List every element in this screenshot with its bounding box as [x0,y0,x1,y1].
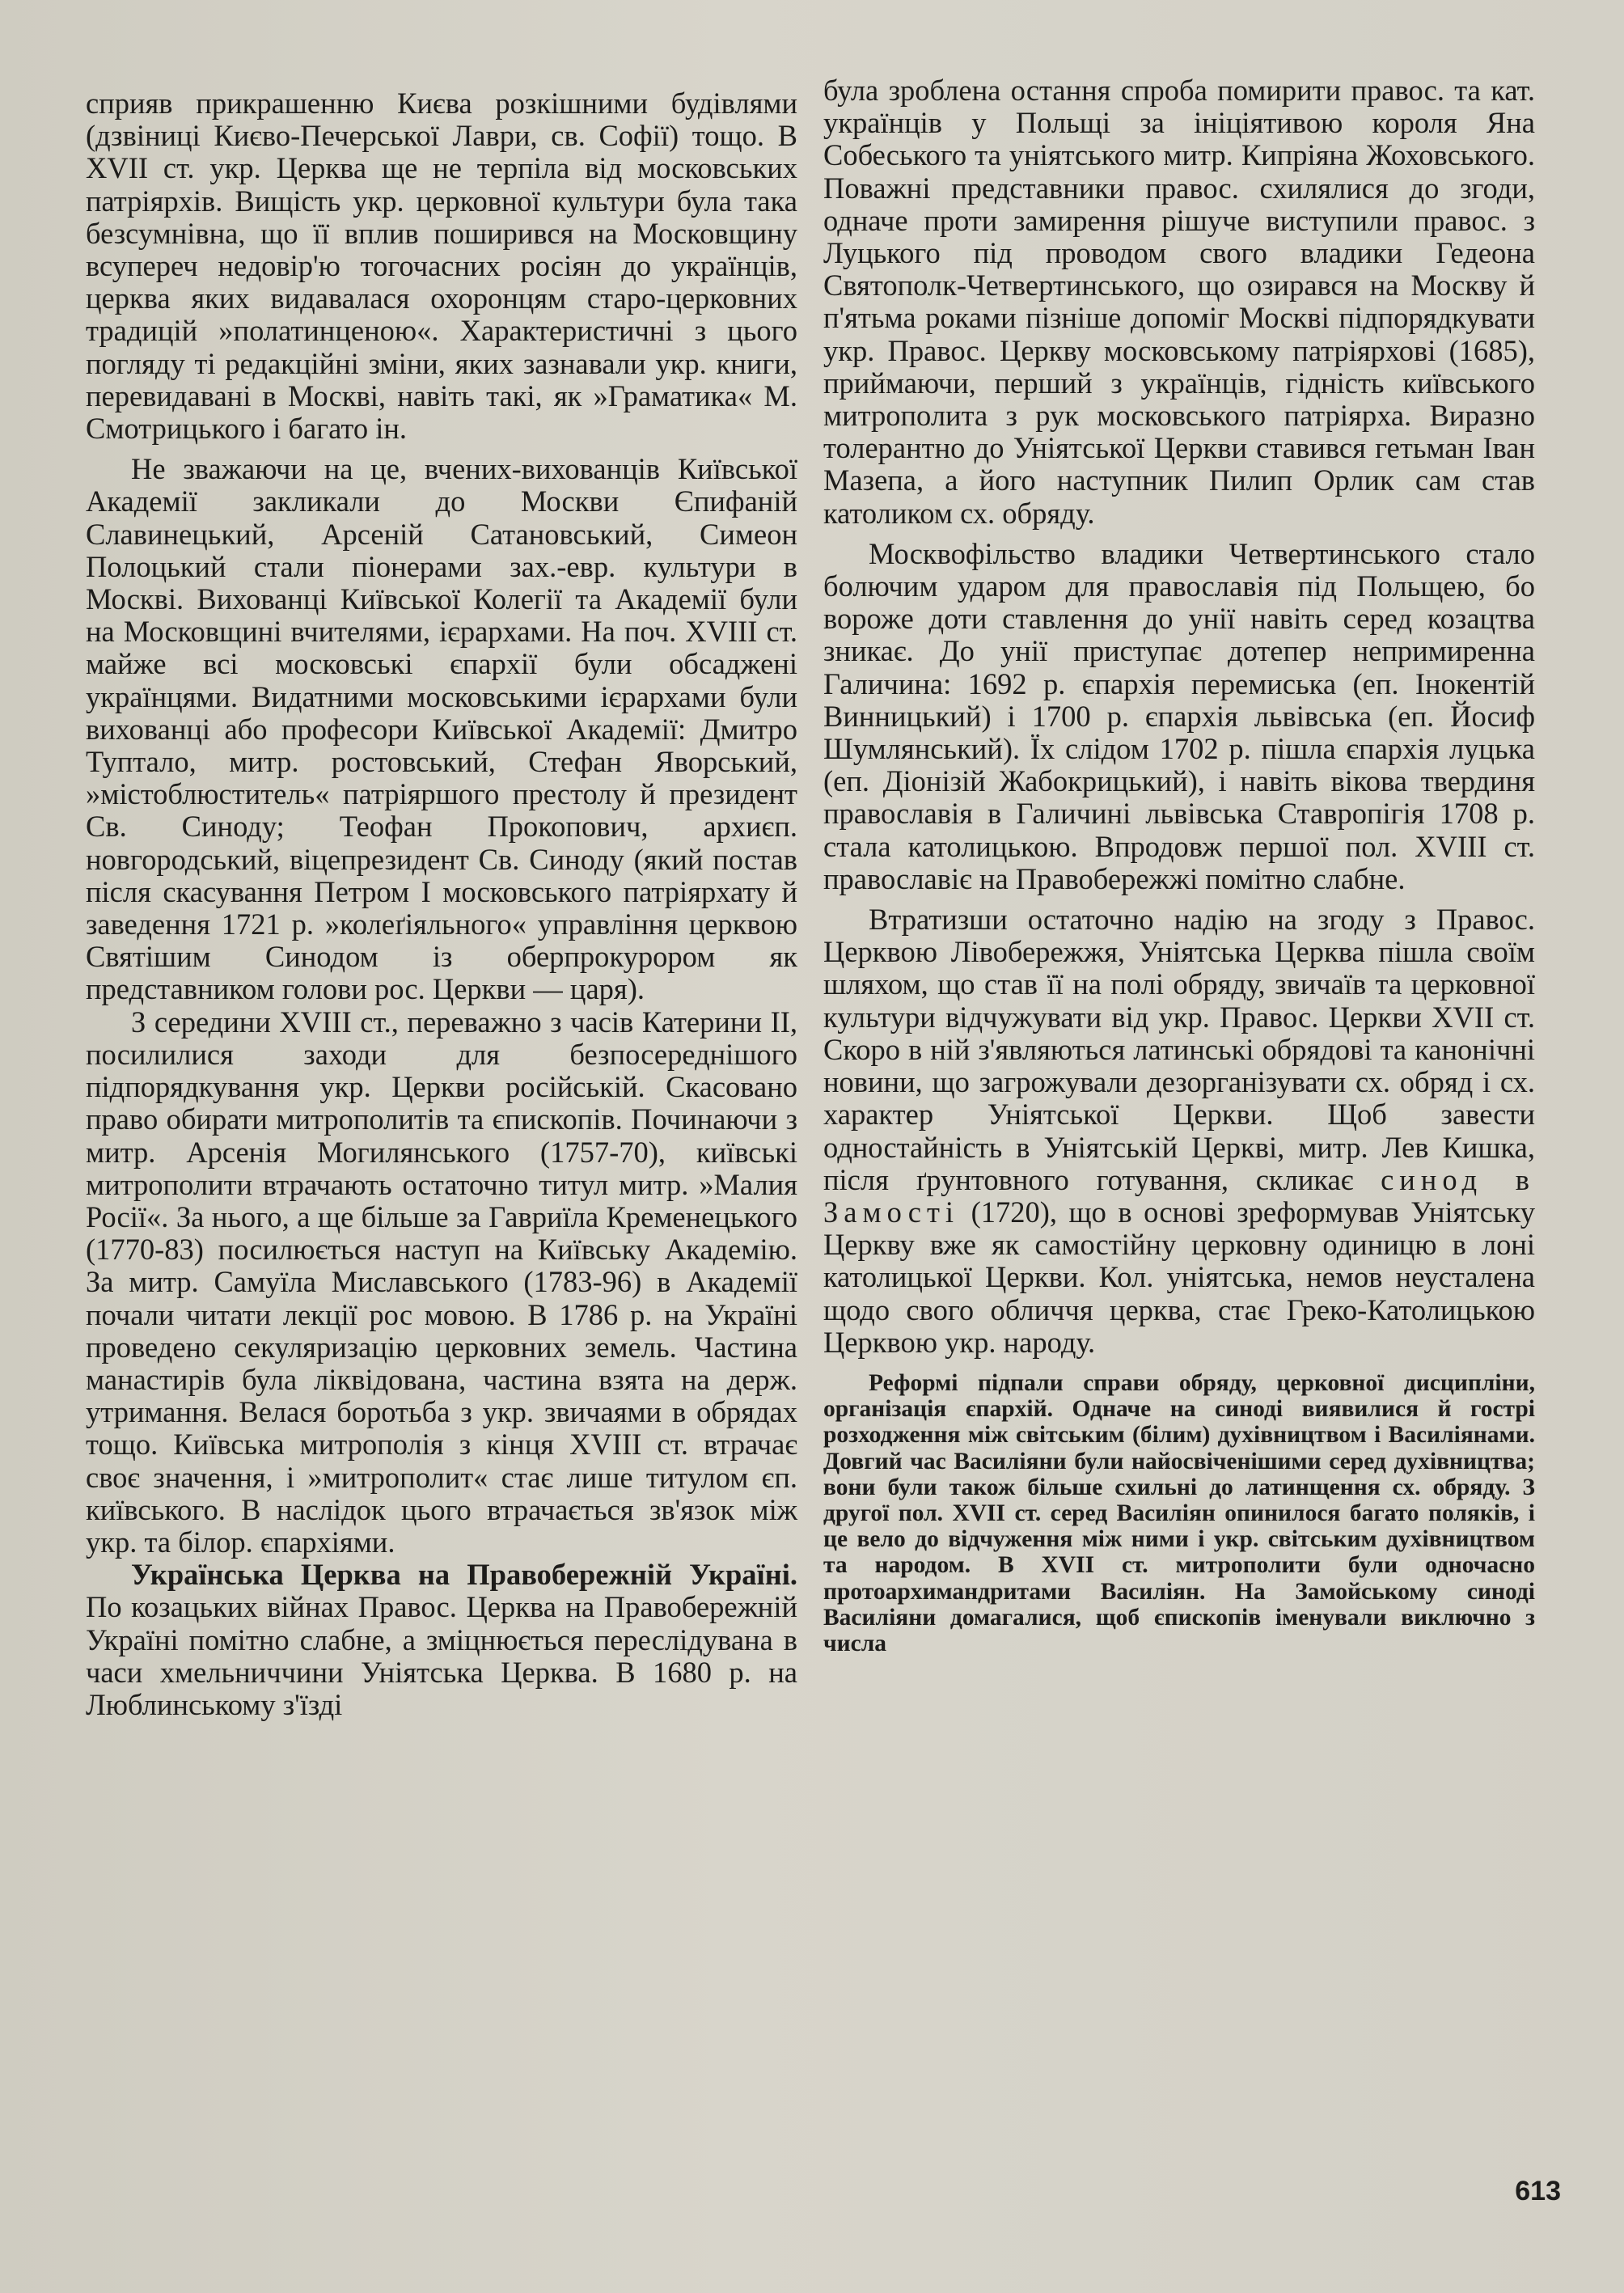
left-paragraph-3: З середини XVIII ст., переважно з часів Катерини II, посилилися заходи для безпосереднішого підпорядкування укр. Церкви російській. Скасовано право обирати митрополитів та єпископів. Починаючи з митр. Арсенія Могилянського (1757-70), київські митрополити втрачають остаточно титул митр. »Малия Росії«. За нього, а ще більше за Гавриїла Кременецького (1770-83) посилюється наступ на Київську Академію. За митр. Самуїла Миславського (1783-96) в Академії почали читати лекції рос мовою. В 1786 р. на Україні проведено секуляризацію церковних земель. Частина манастирів була ліквідована, частина взята на держ. утримання. Велася боротьба з укр. звичаями в обрядах тощо. Київська митрополія з кінця XVIII ст. втрачає своє значення, і »митрополит« стає лише титулом єп. київського. В наслідок цього втрачається зв'язок між укр. та білор. єпархіями. [86,1005,797,1559]
right-paragraph-3 [823,903,1535,1359]
synod-name: синод в Замості [823,1162,1535,1229]
right-paragraph-1: була зроблена остання спроба помирити правос. та кат. українців у Польщі за ініціятивою короля Яна Собеського та уніятського митр. Кипріяна Жоховського. Поважні представники правос. схилялися до згоди, одначе проти замирення рішуче виступили правос. з Луцького під проводом свого владики Гедеона Святополк-Четвертинського, що озирався на Москву й п'ятьма роками пізніше допоміг Москві підпорядкувати укр. Правос. Церкву московському патріярхові (1685), приймаючи, перший з українців, гідність київського митрополита з рук московського патріярха. Виразно толерантно до Уніятської Церкви ставився гетьман Іван Мазепа, а його наступник Пилип Орлик сам став католиком сх. обряду. [823,74,1535,530]
page-number: 613 [1515,2176,1561,2206]
left-paragraph-4 [86,1559,797,1721]
right-column [823,74,1535,1656]
right-paragraph-3-end: (1720), що в основі зреформував Уніятську Церкву вже як самостійну церковну одиницю в лоні католицької Церкви. Кол. уніятська, немов неусталена щодо свого обличчя церква, стає Греко-Католицькою Церквою укр. народу. [823,1195,1535,1359]
small-print-paragraph: Реформі підпали справи обряду, церковної дисципліни, організація єпархій. Одначе на синоді виявилися й гострі розходження між світським (білим) духівництвом і Василіянами. Довгий час Василіяни були найосвіченішими серед духівництва; вони були також більше схильні до латинщення сх. обряду. З другої пол. XVII ст. серед Василіян опинилося багато поляків, і це вело до відчуження між ними і укр. світським духівництвом та народом. В XVII ст. митрополити були одночасно протоархимандритами Василіян. На Замойському синоді Василіяни домагалися, щоб єпископів іменували виключно з числа [823,1369,1535,1656]
section-heading: Українська Церква на Правобережній Україні. [131,1558,797,1592]
left-paragraph-4-text: По козацьких війнах Правос. Церква на Правобережній Україні помітно слабне, а зміцнюється переслідувана в часи хмельниччини Уніятська Церква. В 1680 р. на Люблинському з'їзді [86,1590,797,1721]
left-paragraph-2: Не зважаючи на це, вчених-вихованців Київської Академії закликали до Москви Єпифаній Славинецький, Арсеній Сатановський, Симеон Полоцький стали піонерами зах.-евр. культури в Москві. Вихованці Київської Колегії та Академії були на Московщині вчителями, ієрархами. На поч. XVIII ст. майже всі московські єпархії були обсаджені українцями. Видатними московськими ієрархами були вихованці або професори Київської Академії: Дмитро Туптало, митр. ростовський, Стефан Яворський, »містоблюститель« патріяршого престолу й президент Св. Синоду; Теофан Прокопович, архиєп. новгородський, віцепрезидент Св. Синоду (який постав після скасування Петром І московського патріярхату й заведення 1721 р. »колеґіяльного« управління церквою Святішим Синодом із оберпрокурором як представником голови рос. Церкви — царя). [86,452,797,1006]
right-paragraph-2: Москвофільство владики Четвертинського стало болючим ударом для православія під Польщею, бо вороже доти ставлення до унії навіть серед козацтва зникає. До унії приступає дотепер непримиренна Галичина: 1692 р. єпархія перемиська (еп. Інокентій Винницький) і 1700 р. єпархія львівська (еп. Йосиф Шумлянський). Їх слідом 1702 р. пішла єпархія луцька (еп. Діонізій Жабокрицький), і навіть вікова твердиня православія в Галичині львівська Ставропігія 1708 р. стала католицькою. Впродовж першої пол. XVIII ст. православіє на Правобережжі помітно слабне. [823,536,1535,895]
left-paragraph-1: сприяв прикрашенню Києва розкішними будівлями (дзвіниці Києво-Печерської Лаври, св. Софії) тощо. В XVII ст. укр. Церква ще не терпіла від московських патріярхів. Вищість укр. церковної культури була така безсумнівна, що її вплив поширився на Московщину всупереч недовір'ю тогочасних росіян до українців, церква яких видавалася охоронцям старо-церковних традицій »полатинценою«. Характеристичні з цього погляду ті редакційні зміни, яких зазнавали укр. книги, перевидавані в Москві, навіть такі, як »Граматика« М. Смотрицького і багато ін. [86,87,797,446]
right-paragraph-3-start: Втратизши остаточно надію на згоду з Правос. Церквою Лівобережжя, Уніятська Церква пішла своїм шляхом, що став її на полі обряду, звичаїв та церковної культури відчужувати від укр. Правос. Церкви XVII ст. Скоро в ній з'являються латинські обрядові та канонічні новини, що загрожували дезорганізувати сх. обряд і сх. характер Уніятської Церкви. Щоб завести одностайність в Уніятській Церкві, митр. Лев Кишка, після ґрунтовного готування, скликає [823,903,1535,1196]
left-column [86,87,797,1721]
